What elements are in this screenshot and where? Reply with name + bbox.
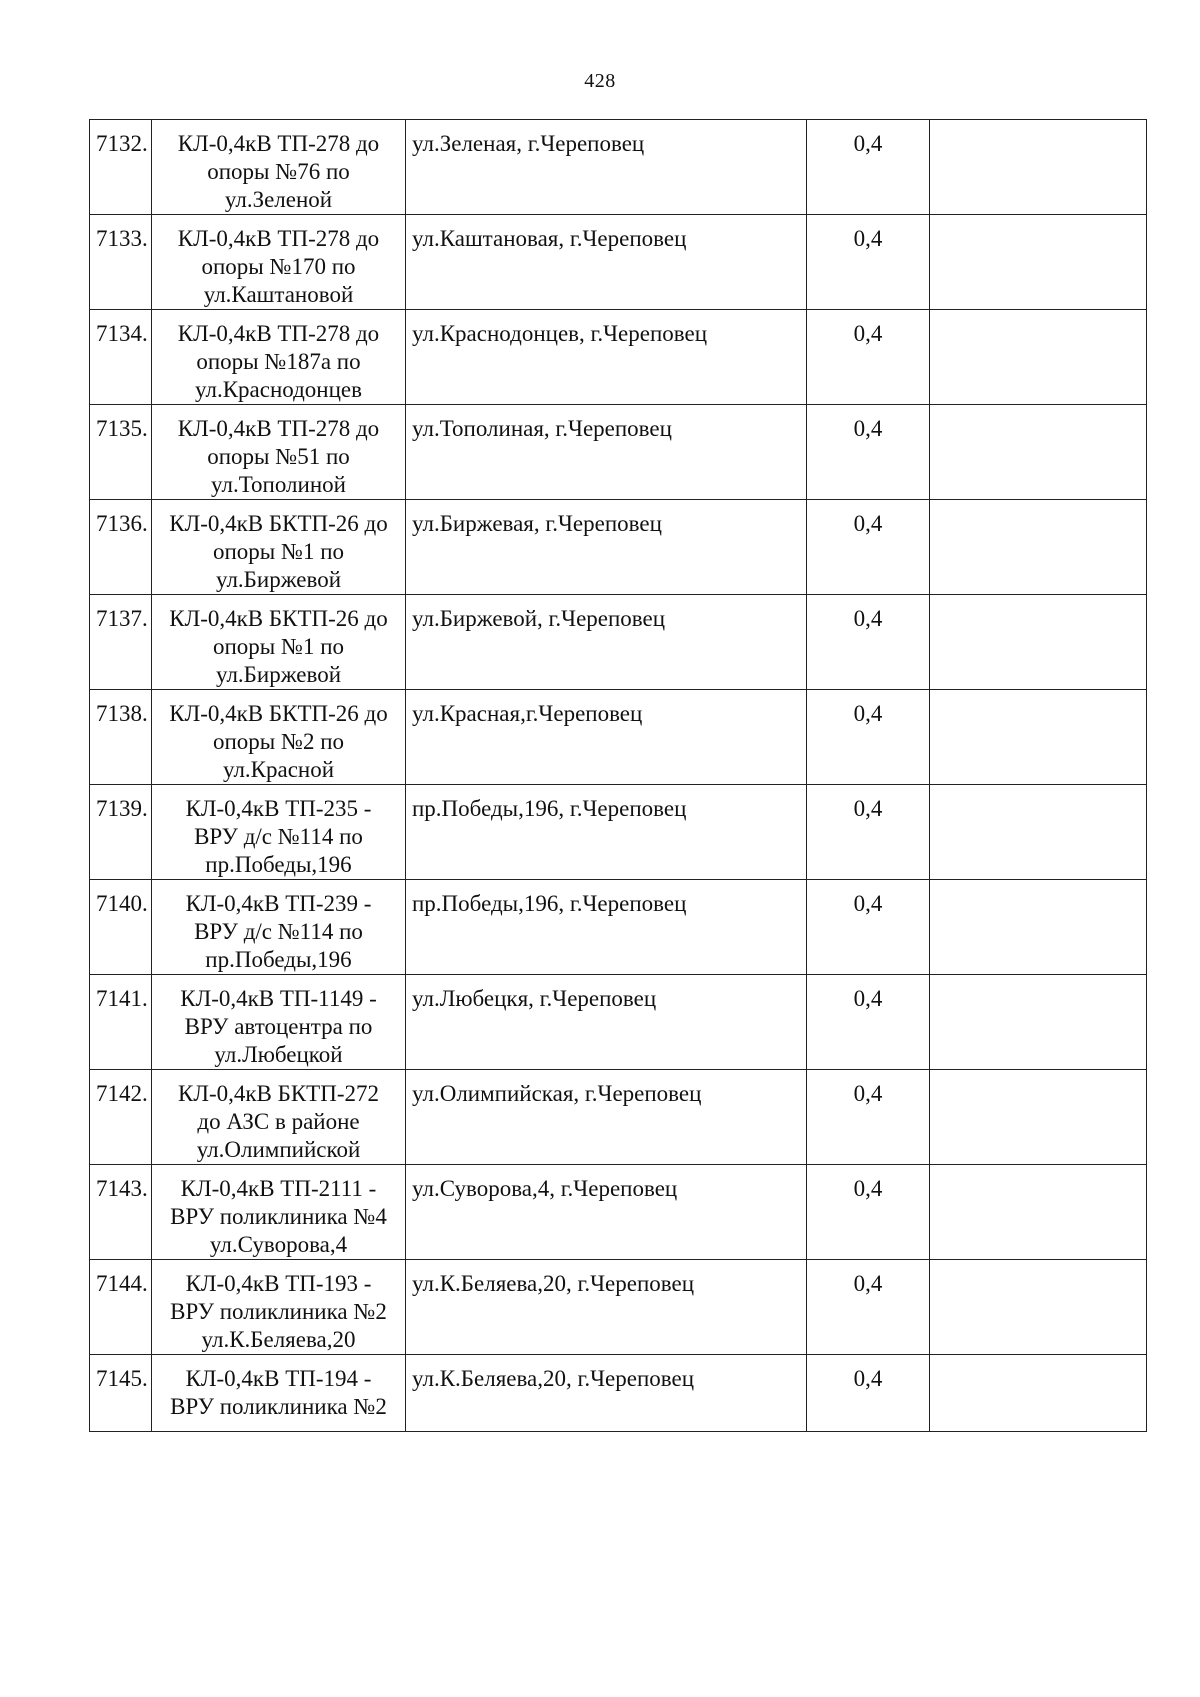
voltage-cell: 0,4 xyxy=(807,1165,930,1260)
cable-line-name-line: КЛ-0,4кВ ТП-193 - xyxy=(185,1271,372,1296)
cable-line-name-line: ул.Биржевой xyxy=(215,567,342,592)
empty-cell xyxy=(930,1165,1147,1260)
voltage-cell: 0,4 xyxy=(807,880,930,975)
table-row xyxy=(90,500,1147,595)
empty-cell xyxy=(930,785,1147,880)
voltage-cell: 0,4 xyxy=(807,690,930,785)
cable-line-name-cell xyxy=(152,1260,406,1355)
cable-line-name-line: опоры №1 по xyxy=(212,539,344,564)
voltage-cell: 0,4 xyxy=(807,595,930,690)
cable-line-name-line: ВРУ поликлиника №2 xyxy=(170,1394,387,1419)
cable-line-name-line: ул.Красной xyxy=(222,757,335,782)
row-number-cell: 7144. xyxy=(90,1260,152,1355)
cable-line-name-cell xyxy=(152,690,406,785)
cable-line-name-line: пр.Победы,196 xyxy=(205,947,352,972)
cable-line-name-line: опоры №76 по xyxy=(207,159,350,184)
cable-line-name-line: КЛ-0,4кВ БКТП-26 до xyxy=(169,606,388,631)
cable-line-name-line: КЛ-0,4кВ БКТП-272 xyxy=(178,1081,379,1106)
table-row xyxy=(90,1165,1147,1260)
empty-cell xyxy=(930,1260,1147,1355)
table-row xyxy=(90,405,1147,500)
cable-line-name-line: КЛ-0,4кВ ТП-239 - xyxy=(185,891,372,916)
address-cell: ул.Олимпийская, г.Череповец xyxy=(406,1070,807,1165)
registry-table-body xyxy=(90,120,1147,1432)
cable-line-name-line: ул.Каштановой xyxy=(203,282,354,307)
empty-cell xyxy=(930,405,1147,500)
voltage-cell: 0,4 xyxy=(807,215,930,310)
cable-line-name-line: опоры №187а по xyxy=(196,349,361,374)
cable-line-name-line: КЛ-0,4кВ ТП-278 до xyxy=(177,416,380,441)
cable-line-name-cell xyxy=(152,500,406,595)
cable-line-name-line: ул.Тополиной xyxy=(211,472,346,497)
table-row xyxy=(90,595,1147,690)
cable-line-name-cell xyxy=(152,595,406,690)
voltage-cell: 0,4 xyxy=(807,1260,930,1355)
cable-line-name-line: КЛ-0,4кВ ТП-1149 - xyxy=(180,986,377,1011)
empty-cell xyxy=(930,595,1147,690)
address-cell: ул.Суворова,4, г.Череповец xyxy=(406,1165,807,1260)
cable-line-name-line: КЛ-0,4кВ ТП-278 до xyxy=(177,321,380,346)
empty-cell xyxy=(930,215,1147,310)
cable-line-name-line: ул.Суворова,4 xyxy=(209,1232,348,1257)
cable-line-name-line: КЛ-0,4кВ ТП-194 - xyxy=(185,1366,372,1391)
cable-line-name-cell xyxy=(152,1165,406,1260)
voltage-cell: 0,4 xyxy=(807,975,930,1070)
row-number-cell: 7142. xyxy=(90,1070,152,1165)
page-number: 428 xyxy=(584,70,616,92)
table-row xyxy=(90,1260,1147,1355)
cable-line-name-line: ул.К.Беляева,20 xyxy=(201,1327,356,1352)
cable-line-name-line: ул.Любецкой xyxy=(214,1042,343,1067)
empty-cell xyxy=(930,310,1147,405)
table-row xyxy=(90,1355,1147,1432)
cable-line-name-line: КЛ-0,4кВ ТП-2111 - xyxy=(180,1176,377,1201)
empty-cell xyxy=(930,690,1147,785)
table-row xyxy=(90,120,1147,215)
cable-line-name-cell xyxy=(152,310,406,405)
row-number-cell: 7133. xyxy=(90,215,152,310)
empty-cell xyxy=(930,1070,1147,1165)
voltage-cell: 0,4 xyxy=(807,500,930,595)
table-row xyxy=(90,690,1147,785)
cable-line-name-line: ВРУ д/с №114 по xyxy=(194,824,363,849)
cable-line-name-line: ВРУ поликлиника №4 xyxy=(170,1204,387,1229)
row-number-cell: 7141. xyxy=(90,975,152,1070)
cable-line-name-line: ВРУ автоцентра по xyxy=(184,1014,373,1039)
address-cell: ул.Биржевая, г.Череповец xyxy=(406,500,807,595)
cable-line-name-line: ул.Биржевой xyxy=(215,662,342,687)
voltage-cell: 0,4 xyxy=(807,405,930,500)
row-number-cell: 7143. xyxy=(90,1165,152,1260)
cable-line-name-cell xyxy=(152,785,406,880)
row-number-cell: 7134. xyxy=(90,310,152,405)
table-row xyxy=(90,215,1147,310)
cable-line-name-line: КЛ-0,4кВ БКТП-26 до xyxy=(169,701,388,726)
address-cell: пр.Победы,196, г.Череповец xyxy=(406,785,807,880)
cable-line-name-line: опоры №2 по xyxy=(212,729,344,754)
address-cell: ул.К.Беляева,20, г.Череповец xyxy=(406,1260,807,1355)
cable-line-name-line: опоры №51 по xyxy=(207,444,350,469)
cable-line-name-cell xyxy=(152,120,406,215)
address-cell: ул.Любецкя, г.Череповец xyxy=(406,975,807,1070)
table-row xyxy=(90,880,1147,975)
empty-cell xyxy=(930,975,1147,1070)
cable-line-name-cell xyxy=(152,405,406,500)
row-number-cell: 7139. xyxy=(90,785,152,880)
cable-line-name-line: до АЗС в районе xyxy=(197,1109,360,1134)
voltage-cell: 0,4 xyxy=(807,1070,930,1165)
cable-line-name-line: ул.Краснодонцев xyxy=(194,377,362,402)
cable-line-name-line: ВРУ поликлиника №2 xyxy=(170,1299,387,1324)
address-cell: ул.К.Беляева,20, г.Череповец xyxy=(406,1355,807,1432)
address-cell: ул.Биржевой, г.Череповец xyxy=(406,595,807,690)
cable-line-name-line: ВРУ д/с №114 по xyxy=(194,919,363,944)
voltage-cell: 0,4 xyxy=(807,1355,930,1432)
voltage-cell: 0,4 xyxy=(807,310,930,405)
address-cell: ул.Краснодонцев, г.Череповец xyxy=(406,310,807,405)
voltage-cell: 0,4 xyxy=(807,120,930,215)
address-cell: ул.Красная,г.Череповец xyxy=(406,690,807,785)
row-number-cell: 7136. xyxy=(90,500,152,595)
cable-line-name-line: ул.Зеленой xyxy=(224,187,333,212)
cable-line-name-cell xyxy=(152,975,406,1070)
row-number-cell: 7135. xyxy=(90,405,152,500)
row-number-cell: 7138. xyxy=(90,690,152,785)
row-number-cell: 7140. xyxy=(90,880,152,975)
address-cell: ул.Зеленая, г.Череповец xyxy=(406,120,807,215)
table-row xyxy=(90,785,1147,880)
cable-line-name-line: пр.Победы,196 xyxy=(205,852,352,877)
empty-cell xyxy=(930,880,1147,975)
row-number-cell: 7137. xyxy=(90,595,152,690)
cable-line-name-line: ул.Олимпийской xyxy=(196,1137,361,1162)
cable-line-name-line: опоры №170 по xyxy=(201,254,356,279)
cable-line-name-cell xyxy=(152,1355,406,1432)
cable-line-name-cell xyxy=(152,215,406,310)
table-row xyxy=(90,310,1147,405)
cable-line-name-line: КЛ-0,4кВ ТП-278 до xyxy=(177,226,380,251)
voltage-cell: 0,4 xyxy=(807,785,930,880)
empty-cell xyxy=(930,500,1147,595)
address-cell: ул.Каштановая, г.Череповец xyxy=(406,215,807,310)
cable-line-name-cell xyxy=(152,880,406,975)
address-cell: ул.Тополиная, г.Череповец xyxy=(406,405,807,500)
cable-line-name-line: КЛ-0,4кВ ТП-235 - xyxy=(185,796,372,821)
row-number-cell: 7145. xyxy=(90,1355,152,1432)
address-cell: пр.Победы,196, г.Череповец xyxy=(406,880,807,975)
table-row xyxy=(90,975,1147,1070)
cable-line-name-line: КЛ-0,4кВ БКТП-26 до xyxy=(169,511,388,536)
cable-line-name-cell xyxy=(152,1070,406,1165)
empty-cell xyxy=(930,1355,1147,1432)
table-row xyxy=(90,1070,1147,1165)
row-number-cell: 7132. xyxy=(90,120,152,215)
empty-cell xyxy=(930,120,1147,215)
cable-line-name-line: КЛ-0,4кВ ТП-278 до xyxy=(177,131,380,156)
registry-table xyxy=(89,119,1147,1432)
cable-line-name-line: опоры №1 по xyxy=(212,634,344,659)
